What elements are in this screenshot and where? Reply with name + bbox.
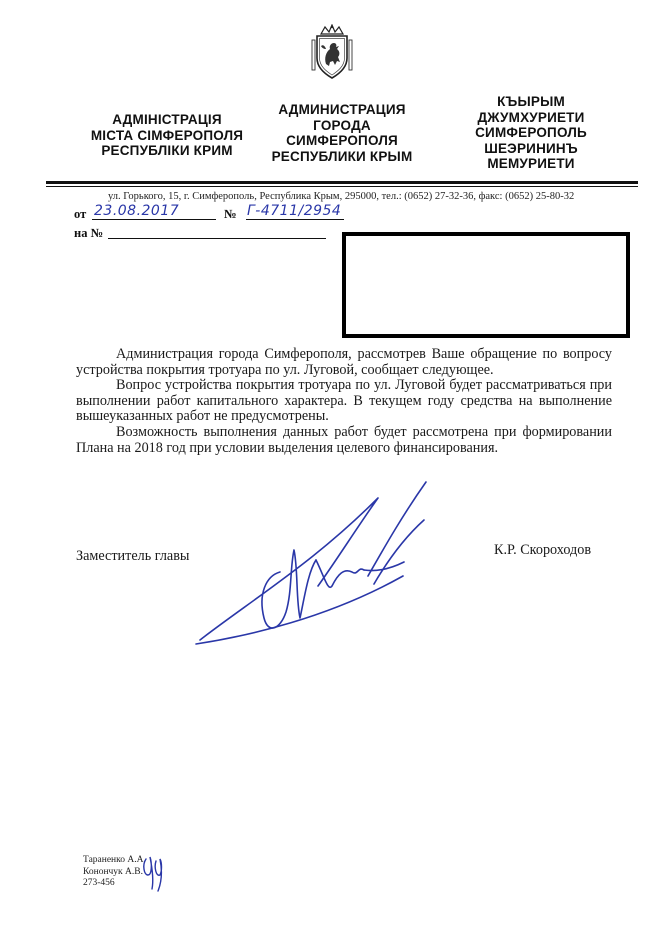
header-crimean-tatar: [452, 94, 610, 172]
header-mid-line: РЕСПУБЛИКИ КРЫМ: [271, 148, 413, 164]
signatory-title: Заместитель главы: [76, 548, 190, 564]
header-right-line: ШЕЭРИНИНЪ: [484, 140, 578, 156]
header-right-line: СИМФЕРОПОЛЬ: [475, 125, 587, 140]
header-russian: [262, 102, 422, 164]
crimea-coat-of-arms-icon: [309, 24, 355, 80]
header-mid-line: СИМФЕРОПОЛЯ: [286, 133, 398, 148]
header-right-line: ДЖУМХУРИЕТИ: [477, 109, 585, 125]
body-paragraph: Возможность выполнения данных работ будет рассмотрена при формировании Плана на 2018 год при условии выделения целевого финансирования.: [76, 423, 612, 456]
executors-block: [83, 855, 146, 890]
body-paragraph: Администрация города Симферополя, рассмотрев Ваше обращение по вопросу устройства покрытия тротуара по ул. Луговой, сообщает следующее.: [76, 346, 612, 378]
header-left-line: МІСТА СІМФЕРОПОЛЯ: [90, 127, 244, 143]
handwritten-signature: [188, 468, 448, 658]
reference-underline: [108, 238, 326, 239]
header-mid-line: АДМИНИСТРАЦИЯ: [278, 102, 406, 117]
header-ukrainian: [72, 112, 262, 159]
header-left-line: РЕСПУБЛІКИ КРИМ: [101, 143, 233, 158]
signatory-name: К.Р. Скороходов: [494, 542, 592, 558]
header-divider-thin: [46, 186, 638, 187]
executor-line: 273-456: [83, 878, 115, 888]
number-label: №: [224, 207, 237, 221]
letter-body: [76, 347, 612, 456]
executor-line: Тараненко А.А.: [83, 855, 146, 865]
header-right-line: КЪЫРЫМ: [497, 94, 565, 109]
from-label: от: [74, 207, 87, 221]
registration-number: Г-4711/2954: [247, 203, 342, 219]
body-paragraph: Вопрос устройства покрытия тротуара по ул. Луговой будет рассматриваться при выполнении работ капитального характера. В текущем году средства на выполнение вышеуказанных работ не предусмотрены.: [76, 377, 612, 425]
header-divider-thick: [46, 181, 638, 184]
registration-date: 23.08.2017: [94, 203, 180, 219]
recipient-address-redacted: [342, 232, 630, 338]
reference-label: на №: [74, 226, 104, 240]
organization-address: ул. Горького, 15, г. Симферополь, Республика Крым, 295000, тел.: (0652) 27-32-36, факс: (0652) 25-80-32: [108, 191, 575, 202]
date-underline: [92, 219, 216, 220]
header-left-line: АДМІНІСТРАЦІЯ: [112, 112, 222, 127]
header-mid-line: ГОРОДА: [313, 117, 371, 133]
handwritten-initials: [140, 853, 166, 893]
header-right-line: МЕМУРИЕТИ: [487, 156, 575, 171]
number-underline: [246, 219, 344, 220]
executor-line: Конончук А.В.: [83, 866, 143, 877]
